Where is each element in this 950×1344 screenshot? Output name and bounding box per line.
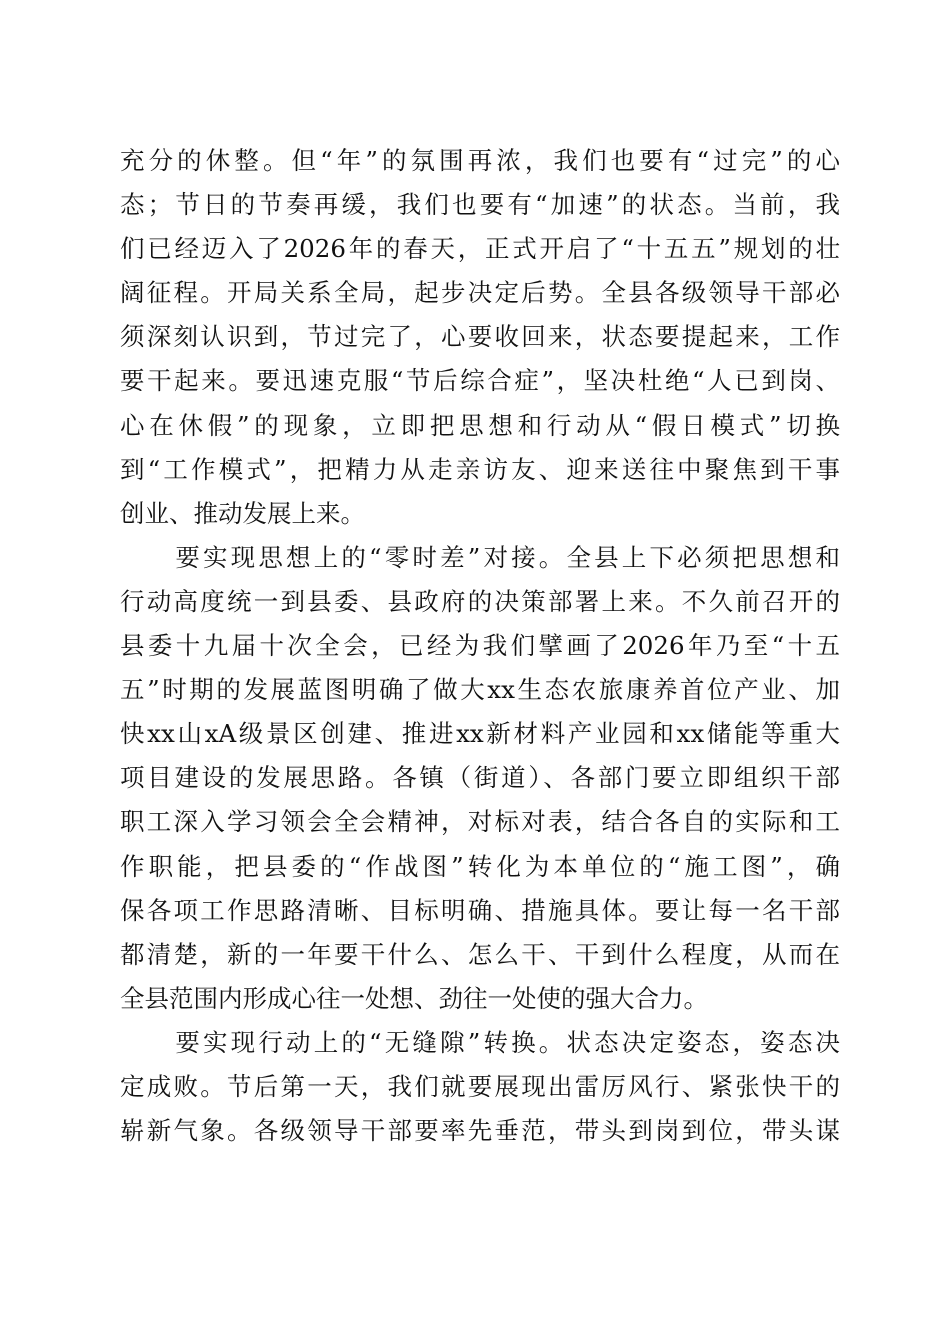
text-line: 心在休假”的现象，立即把思想和行动从“假日模式”切换 bbox=[120, 410, 840, 440]
text-line: 行动高度统一到县委、县政府的决策部署上来。不久前召开的 bbox=[120, 586, 840, 616]
text-line: 快xx山xA级景区创建、推进xx新材料产业园和xx储能等重大 bbox=[120, 719, 840, 749]
text-line: 要实现思想上的“零时差”对接。全县上下必须把思想和 bbox=[120, 542, 840, 572]
text-line: 阔征程。开局关系全局，起步决定后势。全县各级领导干部必 bbox=[120, 278, 840, 308]
text-line: 们已经迈入了2026年的春天，正式开启了“十五五”规划的壮 bbox=[120, 234, 840, 264]
document-body bbox=[120, 139, 840, 1153]
text-line: 保各项工作思路清晰、目标明确、措施具体。要让每一名干部 bbox=[120, 895, 840, 925]
text-line: 职工深入学习领会全会精神，对标对表，结合各自的实际和工 bbox=[120, 807, 840, 837]
text-line: 全县范围内形成心往一处想、劲往一处使的强大合力。 bbox=[120, 983, 708, 1013]
text-line: 要实现行动上的“无缝隙”转换。状态决定姿态，姿态决 bbox=[120, 1027, 840, 1057]
text-line: 创业、推动发展上来。 bbox=[120, 498, 365, 528]
paragraph bbox=[120, 536, 840, 1021]
text-line: 到“工作模式”，把精力从走亲访友、迎来送往中聚焦到干事 bbox=[120, 454, 840, 484]
text-line: 县委十九届十次全会，已经为我们擘画了2026年乃至“十五 bbox=[120, 631, 840, 661]
paragraph bbox=[120, 1021, 840, 1153]
text-line: 充分的休整。但“年”的氛围再浓，我们也要有“过完”的心 bbox=[120, 146, 840, 175]
text-line: 项目建设的发展思路。各镇（街道）、各部门要立即组织干部 bbox=[120, 763, 840, 793]
text-line: 态；节日的节奏再缓，我们也要有“加速”的状态。当前，我 bbox=[120, 190, 840, 220]
paragraph bbox=[120, 139, 840, 536]
text-line: 五”时期的发展蓝图明确了做大xx生态农旅康养首位产业、加 bbox=[120, 675, 840, 705]
text-line: 都清楚，新的一年要干什么、怎么干、干到什么程度，从而在 bbox=[120, 939, 840, 969]
text-line: 须深刻认识到，节过完了，心要收回来，状态要提起来，工作 bbox=[120, 322, 840, 352]
text-line: 崭新气象。各级领导干部要率先垂范，带头到岗到位，带头谋 bbox=[120, 1116, 840, 1146]
text-line: 定成败。节后第一天，我们就要展现出雷厉风行、紧张快干的 bbox=[120, 1071, 840, 1101]
text-line: 作职能，把县委的“作战图”转化为本单位的“施工图”，确 bbox=[120, 851, 840, 881]
text-line: 要干起来。要迅速克服“节后综合症”，坚决杜绝“人已到岗、 bbox=[120, 366, 840, 396]
